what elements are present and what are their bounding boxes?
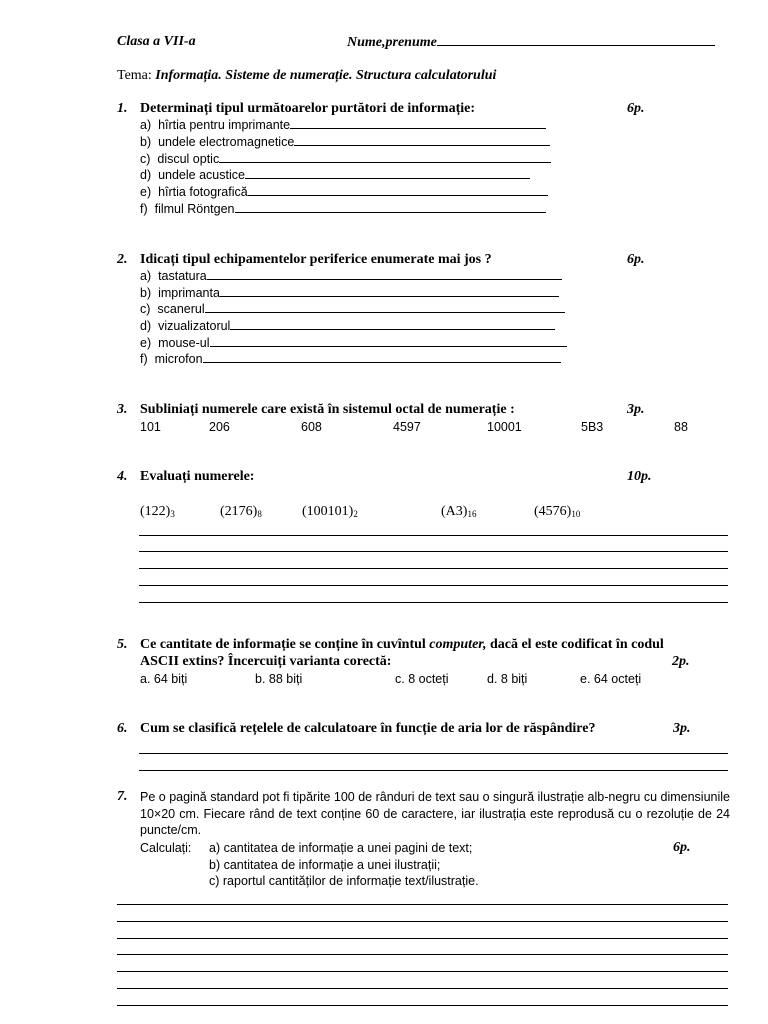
item-letter: d) xyxy=(140,168,152,182)
highlighted-word: computer, xyxy=(429,637,487,652)
item-text: mouse-ul xyxy=(158,336,210,350)
q3-number: 3. xyxy=(117,402,128,417)
answer-line[interactable] xyxy=(139,535,728,536)
q1-item-b[interactable] xyxy=(140,134,550,150)
q1-item-e[interactable] xyxy=(140,184,548,200)
q1-text: Determinați tipul următoarelor purtători de informație: xyxy=(140,101,476,116)
item-text: undele electromagnetice xyxy=(158,135,295,149)
answer-blank[interactable] xyxy=(207,268,562,280)
octal-number[interactable]: 101 xyxy=(140,420,161,434)
answer-blank[interactable] xyxy=(290,117,546,129)
answer-blank[interactable] xyxy=(220,285,559,297)
name-label: Nume,prenume xyxy=(347,35,437,50)
octal-number[interactable]: 4597 xyxy=(393,420,421,434)
item-text: hîrtia fotografică xyxy=(158,185,248,199)
q7-task-c: c) raportul cantităților de informație text/ilustrație. xyxy=(209,874,479,888)
octal-number[interactable]: 88 xyxy=(674,420,688,434)
q7-number: 7. xyxy=(117,789,128,804)
class-label: Clasa a VII-a xyxy=(117,34,196,49)
answer-blank[interactable] xyxy=(219,151,551,163)
item-letter: e) xyxy=(140,185,152,199)
item-text: scanerul xyxy=(157,302,205,316)
q6-number: 6. xyxy=(117,721,128,736)
answer-blank[interactable] xyxy=(294,134,550,146)
q1-item-a[interactable] xyxy=(140,117,546,133)
answer-line[interactable] xyxy=(139,770,728,771)
q4-points: 10p. xyxy=(627,469,652,484)
item-text: hîrtia pentru imprimante xyxy=(158,118,291,132)
answer-line[interactable] xyxy=(117,921,728,922)
item-text: imprimanta xyxy=(158,286,220,300)
answer-line[interactable] xyxy=(139,753,728,754)
item-letter: e) xyxy=(140,336,152,350)
answer-blank[interactable] xyxy=(210,335,567,347)
q7-task-b: b) cantitatea de informație a unei ilustrații; xyxy=(209,858,441,872)
q1-item-f[interactable] xyxy=(140,201,546,217)
number-to-evaluate: $(4576)_{10}$ xyxy=(534,504,581,519)
answer-line[interactable] xyxy=(117,954,728,955)
q3-points: 3p. xyxy=(627,402,645,417)
q1-item-c[interactable] xyxy=(140,151,551,167)
answer-line[interactable] xyxy=(117,904,728,905)
name-blank[interactable] xyxy=(437,34,715,46)
topic-label: Tema: xyxy=(117,68,152,83)
q6-points: 3p. xyxy=(673,721,691,736)
item-letter: a) xyxy=(140,118,152,132)
answer-blank[interactable] xyxy=(235,201,546,213)
q5-option-c[interactable]: c. 8 octeți xyxy=(395,672,449,686)
q4-number: 4. xyxy=(117,469,128,484)
item-text: vizualizatorul xyxy=(158,319,231,333)
q6-text: Cum se clasifică rețelele de calculatoare în funcție de aria lor de răspândire? xyxy=(140,721,596,736)
answer-line[interactable] xyxy=(117,1005,728,1006)
topic-line xyxy=(117,68,496,84)
q5-text-line2: ASCII extins? Încercuiți varianta corectă: xyxy=(140,654,392,669)
q2-number: 2. xyxy=(117,252,128,267)
item-letter: c) xyxy=(140,302,151,316)
answer-blank[interactable] xyxy=(245,167,530,179)
answer-line[interactable] xyxy=(139,568,728,569)
octal-number[interactable]: 608 xyxy=(301,420,322,434)
q7-calc-label: Calculați: xyxy=(140,841,192,855)
answer-blank[interactable] xyxy=(248,184,548,196)
number-to-evaluate: $(2176)_8$ xyxy=(220,504,262,519)
q2-text: Idicați tipul echipamentelor periferice enumerate mai jos ? xyxy=(140,252,492,267)
q2-item-c[interactable] xyxy=(140,301,565,317)
octal-number[interactable]: 206 xyxy=(209,420,230,434)
q5-number: 5. xyxy=(117,637,128,652)
answer-line[interactable] xyxy=(139,602,728,603)
q2-item-a[interactable] xyxy=(140,268,562,284)
answer-line[interactable] xyxy=(117,971,728,972)
q4-text: Evaluați numerele: xyxy=(140,469,255,484)
item-letter: b) xyxy=(140,286,152,300)
number-to-evaluate: $(122)_3$ xyxy=(140,504,175,519)
q2-item-f[interactable] xyxy=(140,351,561,367)
item-text: filmul Röntgen xyxy=(154,202,235,216)
number-to-evaluate: $(100101)_2$ xyxy=(302,504,358,519)
octal-number[interactable]: 10001 xyxy=(487,420,522,434)
q5-text-line1: Ce cantitate de informație se conține în cuvîntul computer, dacă el este codificat în codul xyxy=(140,637,664,652)
q7-points: 6p. xyxy=(673,840,691,855)
q1-number: 1. xyxy=(117,101,128,116)
item-letter: f) xyxy=(140,352,148,366)
q5-option-a[interactable]: a. 64 biți xyxy=(140,672,188,686)
item-text: undele acustice xyxy=(158,168,245,182)
topic-title: Informația. Sisteme de numerație. Structura calculatorului xyxy=(155,68,497,83)
q5-option-e[interactable]: e. 64 octeți xyxy=(580,672,642,686)
q7-task-a: a) cantitatea de informație a unei pagini de text; xyxy=(209,841,473,855)
item-letter: c) xyxy=(140,152,151,166)
q5-points: 2p. xyxy=(672,654,690,669)
q2-points: 6p. xyxy=(627,252,645,267)
item-letter: a) xyxy=(140,269,152,283)
item-text: discul optic xyxy=(157,152,220,166)
q5-option-d[interactable]: d. 8 biți xyxy=(487,672,528,686)
answer-blank[interactable] xyxy=(205,301,565,313)
answer-line[interactable] xyxy=(117,988,728,989)
q3-text: Subliniați numerele care există în sistemul octal de numerație : xyxy=(140,402,515,417)
answer-line[interactable] xyxy=(139,585,728,586)
q1-points: 6p. xyxy=(627,101,645,116)
answer-blank[interactable] xyxy=(203,351,561,363)
item-text: tastatura xyxy=(158,269,207,283)
answer-blank[interactable] xyxy=(230,318,555,330)
answer-line[interactable] xyxy=(139,551,728,552)
octal-number[interactable]: 5B3 xyxy=(581,420,604,434)
item-letter: b) xyxy=(140,135,152,149)
q7-paragraph: Pe o pagină standard pot fi tipărite 100 de rânduri de text sau o singură ilustrație alb-negru cu dimensiunile 10×20 cm. Fiecare rând de text conține 60 de caractere, iar ilustrația este reprodusă cu o rezoluție de 24 puncte/cm. xyxy=(140,790,730,837)
item-letter: d) xyxy=(140,319,152,333)
q2-item-e[interactable] xyxy=(140,335,567,351)
answer-line[interactable] xyxy=(117,938,728,939)
name-field[interactable] xyxy=(347,34,715,51)
q1-item-d[interactable] xyxy=(140,167,530,183)
q2-item-d[interactable] xyxy=(140,318,555,334)
q5-option-b[interactable]: b. 88 biți xyxy=(255,672,303,686)
item-text: microfon xyxy=(154,352,203,366)
q2-item-b[interactable] xyxy=(140,285,559,301)
number-to-evaluate: $(A3)_{16}$ xyxy=(441,504,477,519)
item-letter: f) xyxy=(140,202,148,216)
